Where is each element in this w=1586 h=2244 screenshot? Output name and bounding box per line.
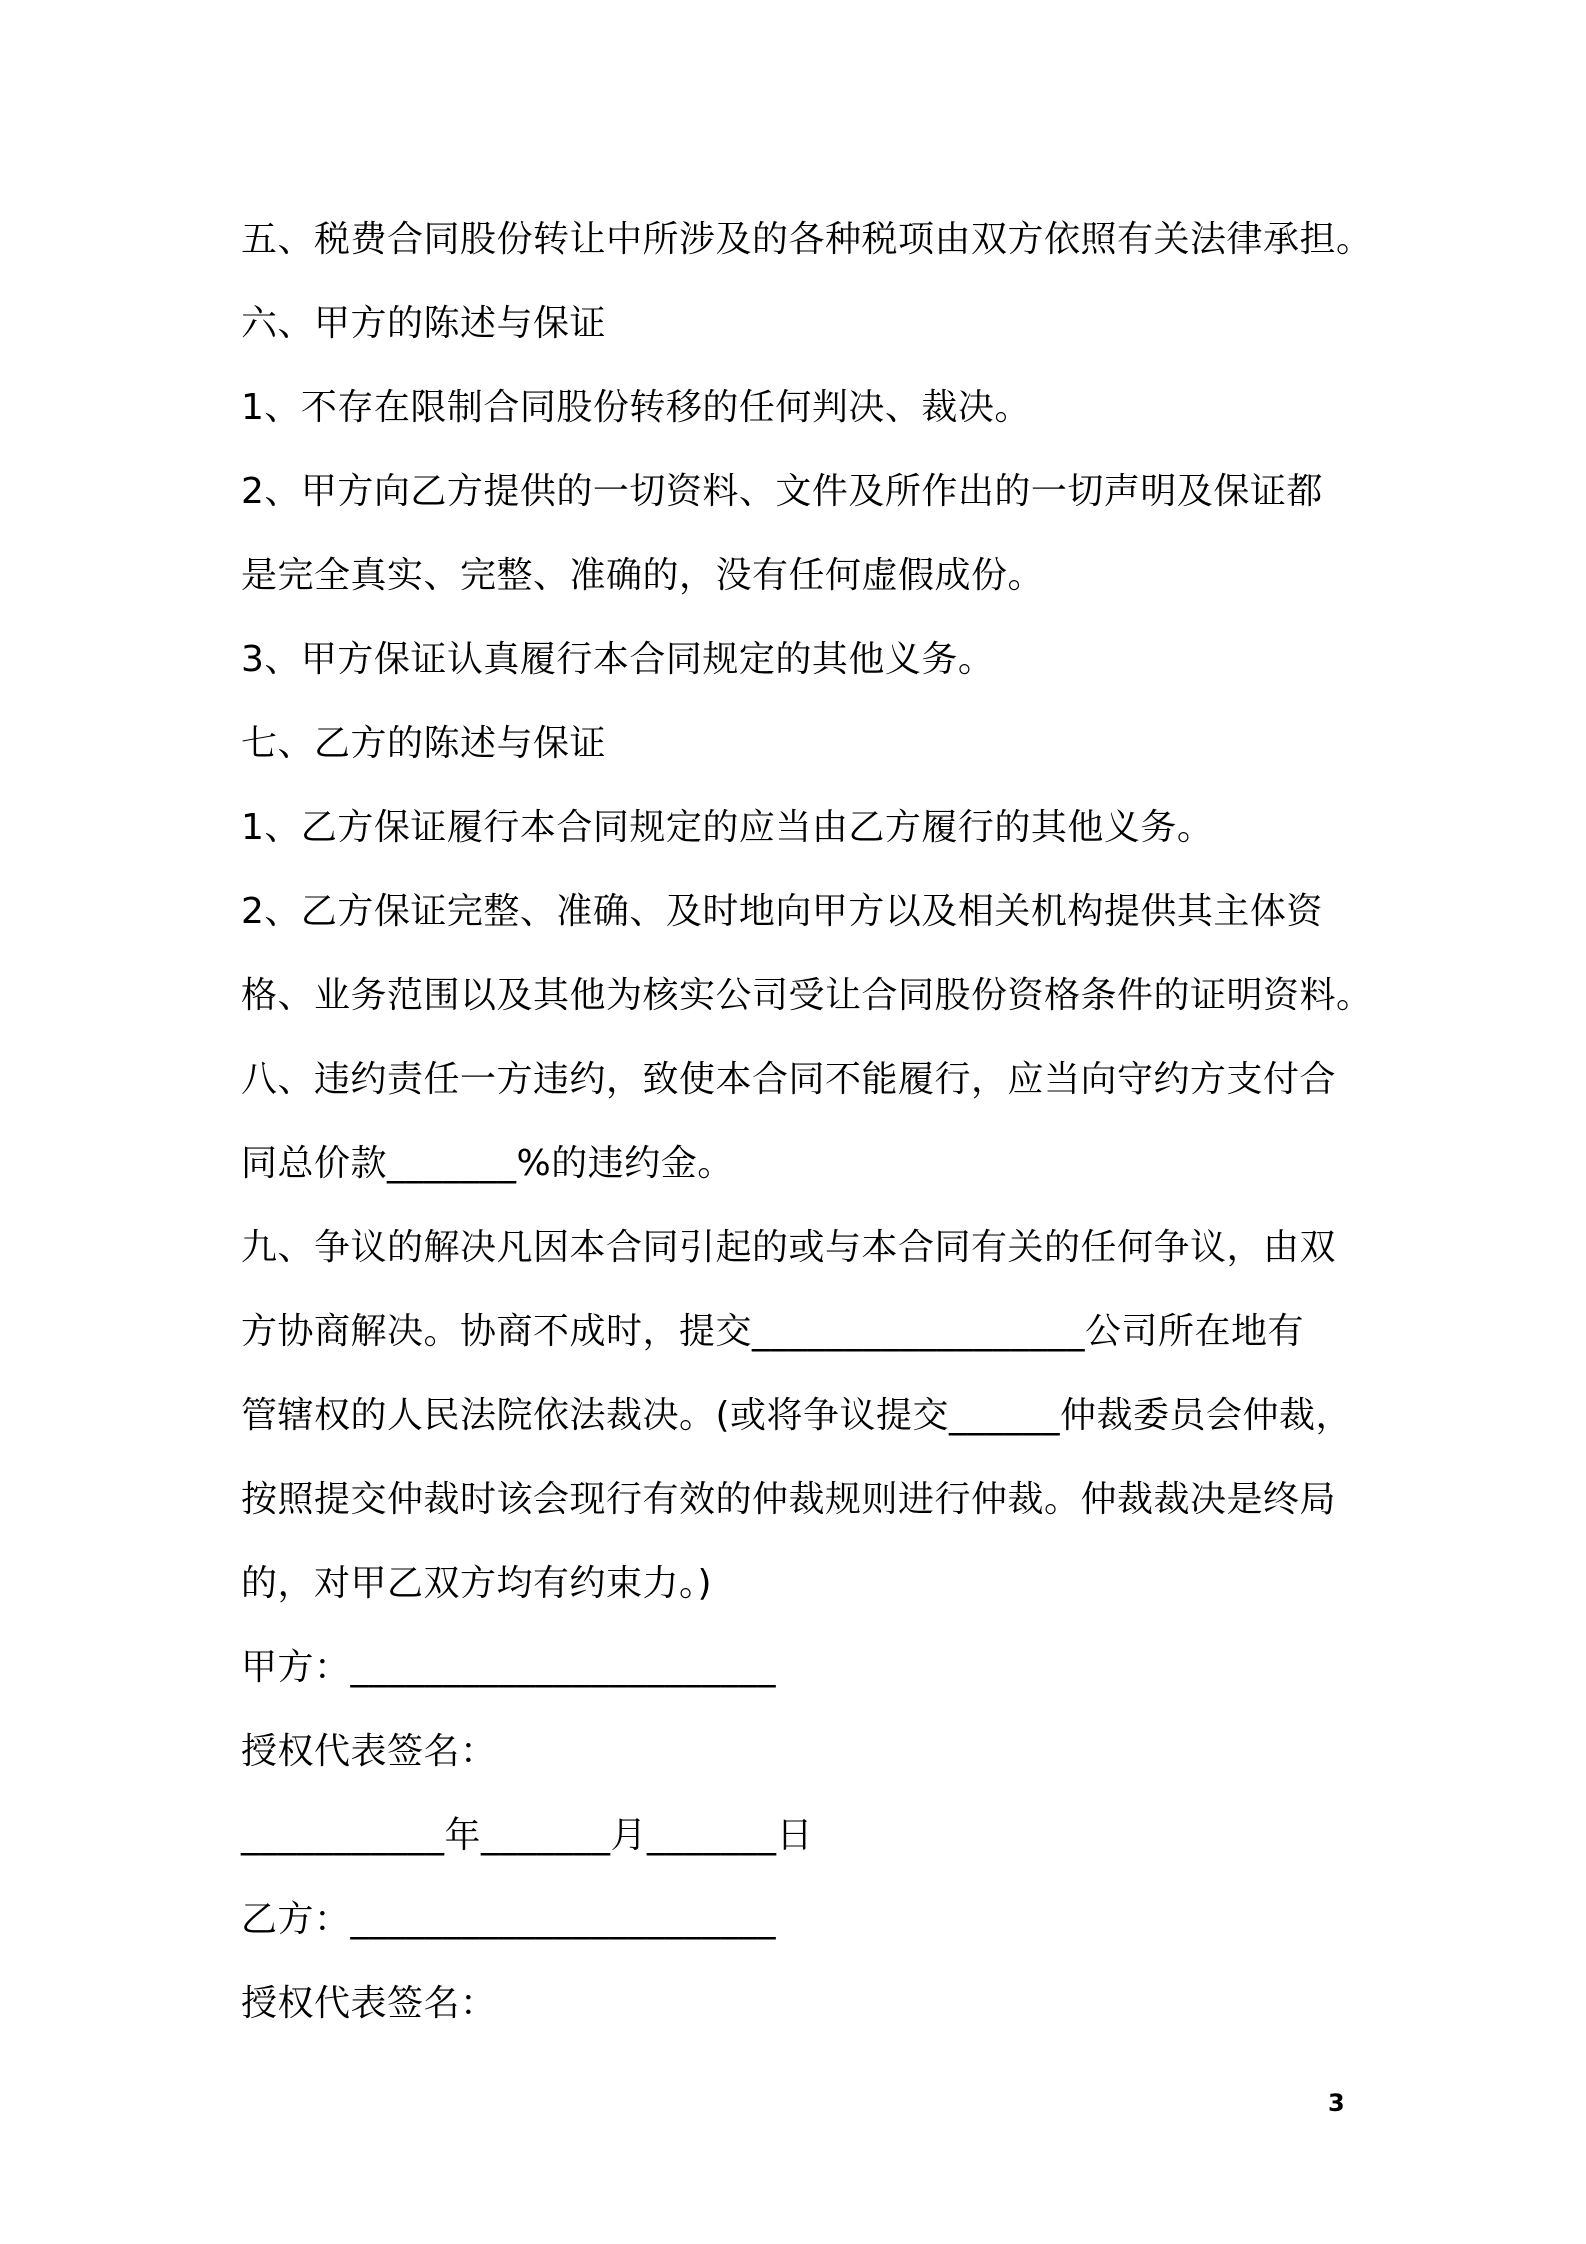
clause-9-dispute-cont-2: 管辖权的人民法院依法裁决。(或将争议提交______仲裁委员会仲裁， <box>241 1395 1353 1436</box>
clause-8-liability-cont: 同总价款_______%的违约金。 <box>241 1143 734 1184</box>
clause-6-item-1: 1、不存在限制合同股份转移的任何判决、裁决。 <box>241 387 1031 428</box>
clause-9-dispute-cont-4: 的，对甲乙双方均有约束力。) <box>241 1563 713 1604</box>
clause-7-item-2: 2、乙方保证完整、准确、及时地向甲方以及相关机构提供其主体资 <box>241 891 1323 932</box>
clause-9-dispute-cont-3: 按照提交仲裁时该会现行有效的仲裁规则进行仲裁。仲裁裁决是终局 <box>241 1479 1337 1520</box>
party-b-line: 乙方：_______________________ <box>241 1899 777 1940</box>
date-line: ___________年_______月_______日 <box>241 1815 813 1856</box>
clause-6-heading: 六、甲方的陈述与保证 <box>241 303 607 344</box>
clause-9-dispute-cont-1: 方协商解决。协商不成时，提交__________________公司所在地有 <box>241 1311 1305 1352</box>
clause-6-item-2: 2、甲方向乙方提供的一切资料、文件及所作出的一切声明及保证都 <box>241 471 1323 512</box>
clause-7-heading: 七、乙方的陈述与保证 <box>241 723 607 764</box>
page-number: 3 <box>1328 2089 1345 2117</box>
clause-9-dispute: 九、争议的解决凡因本合同引起的或与本合同有关的任何争议，由双 <box>241 1227 1337 1268</box>
document-body <box>241 198 1381 2046</box>
clause-6-item-2-cont: 是完全真实、完整、准确的，没有任何虚假成份。 <box>241 555 1045 596</box>
clause-5-taxes: 五、税费合同股份转让中所涉及的各种税项由双方依照有关法律承担。 <box>241 219 1373 260</box>
clause-7-item-2-cont: 格、业务范围以及其他为核实公司受让合同股份资格条件的证明资料。 <box>241 975 1373 1016</box>
clause-6-item-3: 3、甲方保证认真履行本合同规定的其他义务。 <box>241 639 995 680</box>
party-a-line: 甲方：_______________________ <box>241 1647 777 1688</box>
clause-7-item-1: 1、乙方保证履行本合同规定的应当由乙方履行的其他义务。 <box>241 807 1214 848</box>
clause-8-liability: 八、违约责任一方违约，致使本合同不能履行，应当向守约方支付合 <box>241 1059 1337 1100</box>
party-a-signature-label: 授权代表签名： <box>241 1731 497 1772</box>
party-b-signature-label: 授权代表签名： <box>241 1983 497 2024</box>
